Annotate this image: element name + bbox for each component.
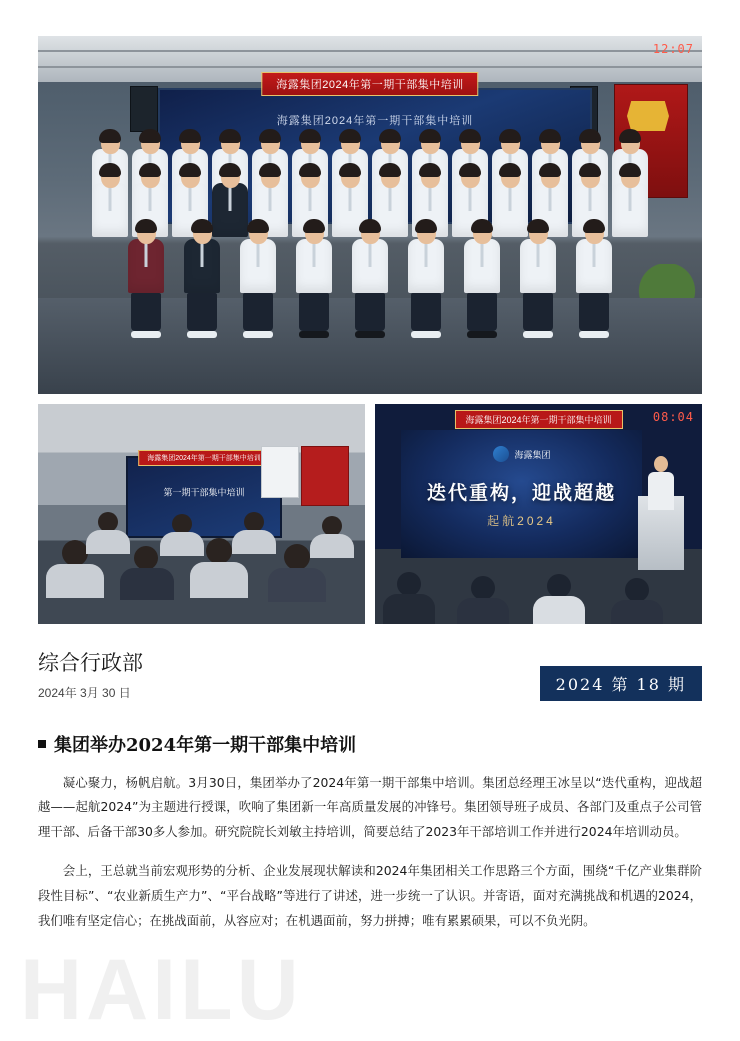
person [175,222,229,338]
person [455,222,509,338]
newsletter-page [0,36,740,1041]
article-headline [38,731,702,757]
audience-photo [38,404,365,624]
stage-screen [401,430,642,558]
article-paragraph: 会上，王总就当前宏观形势的分析、企业发展现状解读和2024年集团相关工作思路三个方面，围绕“千亿产业集群阶段性目标”、“农业新质生产力”、“平台战略”等进行了讲述，进一步统一了认识。并寄语，面对充满挑战和机遇的2024，我们唯有坚定信心；在挑战面前，从容应对；在机遇面前，努力拼搏；唯有累累硕果，可以不负光阴。 [38,862,702,928]
photo-gallery [38,36,702,624]
stage-photo [375,404,702,624]
speaker-person [648,456,674,510]
headline-text: 集团举办2024年第一期干部集中培训 [54,734,357,756]
watermark-text: HAILU [20,942,303,1038]
person [119,222,173,338]
emblem-icon [627,101,669,131]
screen-title-text: 海露集团2024年第一期干部集中培训 [276,115,474,127]
person [287,222,341,338]
red-notice-board [301,446,349,506]
stage-banner: 海露集团2024年第一期干部集中培训 [454,410,622,429]
person [231,222,285,338]
stage-slogan: 迭代重构，迎战超越 [426,483,617,504]
white-notice-board [261,446,299,498]
people-row-front [38,222,702,338]
person [567,222,621,338]
logo-mark-icon [492,446,508,462]
document-meta [38,648,702,701]
issue-badge: 2024 第 18 期 [540,666,702,701]
audience-screen-text: 第一期干部集中培训 [163,487,245,498]
person [399,222,453,338]
article-paragraph: 凝心聚力，杨帆启航。3月30日，集团举办了2024年第一期干部集中培训。集团总经理王冰呈以“迭代重构，迎战超越——起航2024”为主题进行授课，吹响了集团新一年高质量发展的冲锋号。集团领导班子成员、各部门及重点子公司管理干部、后备干部30多人参加。研究院院长刘敏主持培训，简要总结了2023年干部培训工作并进行2024年培训动员。 [38,774,702,840]
department-name: 综合行政部 [38,651,143,675]
bullet-square-icon [38,740,46,748]
publish-date: 2024年 3月 30 日 [38,685,131,700]
photo-row-bottom [38,404,702,624]
speaker-left [130,86,158,132]
stage-subslogan: 起航2024 [487,514,556,528]
person [343,222,397,338]
brand-logo [492,446,550,462]
photo-banner: 海露集团2024年第一期干部集中培训 [261,72,478,96]
person [511,222,565,338]
stage-timestamp: 08:04 [652,410,694,424]
brand-name: 海露集团 [514,449,551,460]
department-block [38,648,143,701]
photo-timestamp: 12:07 [652,42,694,56]
article [38,731,702,934]
group-photo [38,36,702,394]
audience-banner: 海露集团2024年第一期干部集中培训 [138,450,270,466]
